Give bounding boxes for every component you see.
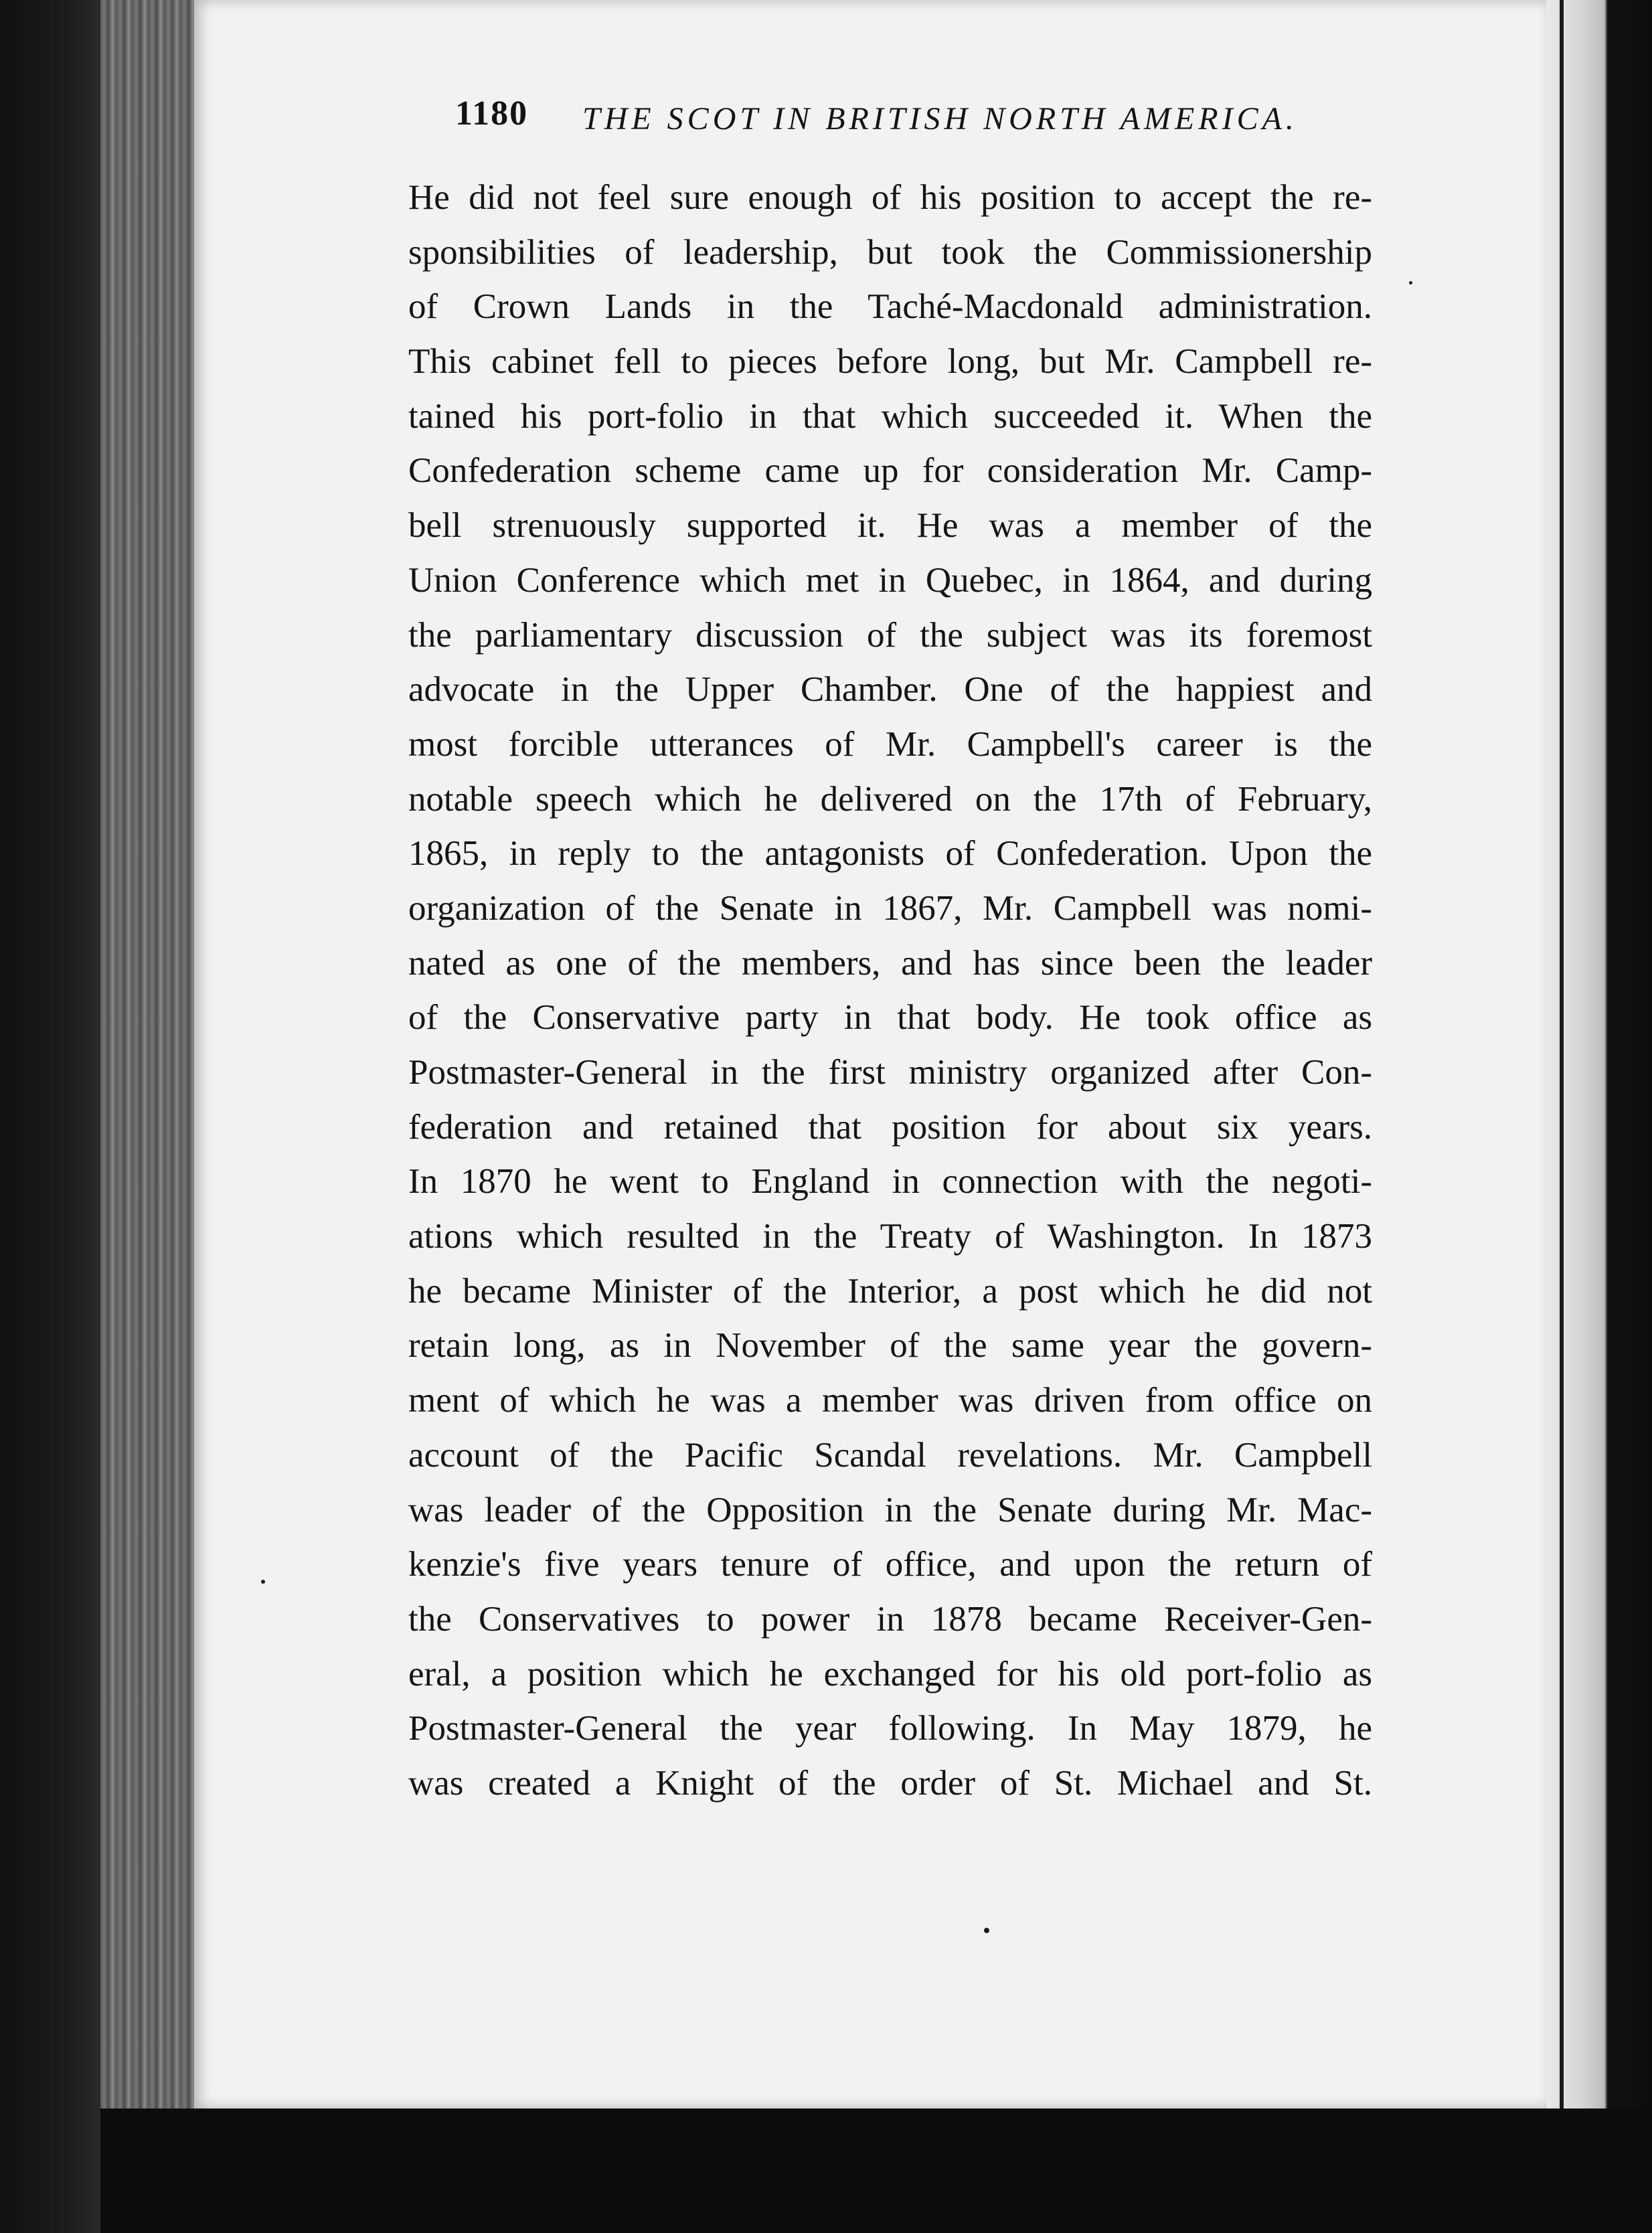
scan-speck: [984, 1928, 989, 1933]
text-line: he became Minister of the Interior, a post which he did not: [408, 1271, 1372, 1311]
text-line: ations which resulted in the Treaty of Washington. In 1873: [408, 1217, 1372, 1256]
text-line: organization of the Senate in 1867, Mr. Campbell was nomi-: [408, 888, 1372, 928]
text-line: most forcible utterances of Mr. Campbell's career is the: [408, 724, 1372, 764]
text-line: nated as one of the members, and has since been the leader: [408, 943, 1372, 983]
text-line: notable speech which he delivered on the 17th of February,: [408, 779, 1372, 819]
body-text: [408, 171, 1372, 1811]
text-line: In 1870 he went to England in connection with the negoti-: [408, 1162, 1372, 1202]
text-line: Postmaster-General in the first ministry organized after Con-: [408, 1053, 1372, 1092]
page-number: 1180: [455, 94, 529, 133]
text-line: tained his port-folio in that which succeeded it. When the: [408, 396, 1372, 436]
text-line: of Crown Lands in the Taché-Macdonald administration.: [408, 287, 1372, 327]
text-line: sponsibilities of leadership, but took the Commissionership: [408, 232, 1372, 272]
text-line: was leader of the Opposition in the Senate during Mr. Mac-: [408, 1490, 1372, 1529]
text-line: kenzie's five years tenure of office, and upon the return of: [408, 1545, 1372, 1584]
text-line: account of the Pacific Scandal revelations. Mr. Campbell: [408, 1435, 1372, 1475]
scan-background-right: [1546, 0, 1652, 2233]
text-line: retain long, as in November of the same year the govern-: [408, 1326, 1372, 1366]
text-line: the parliamentary discussion of the subject was its foremost: [408, 615, 1372, 655]
text-line: was created a Knight of the order of St. Michael and St.: [408, 1763, 1372, 1803]
page-header: [455, 94, 1499, 167]
text-line: This cabinet fell to pieces before long, but Mr. Campbell re-: [408, 342, 1372, 382]
text-line: Confederation scheme came up for consideration Mr. Camp-: [408, 451, 1372, 491]
text-line: ment of which he was a member was driven from office on: [408, 1381, 1372, 1420]
book-page-edges: [100, 0, 194, 2233]
text-line: Postmaster-General the year following. In May 1879, he: [408, 1709, 1372, 1748]
text-line: eral, a position which he exchanged for his old port-folio as: [408, 1654, 1372, 1693]
text-line: Union Conference which met in Quebec, in 1864, and during: [408, 560, 1372, 600]
text-line: federation and retained that position for about six years.: [408, 1107, 1372, 1147]
text-line: of the Conservative party in that body. He took office as: [408, 998, 1372, 1038]
text-line: He did not feel sure enough of his position to accept the re-: [408, 178, 1372, 217]
running-title: THE SCOT IN BRITISH NORTH AMERICA.: [582, 101, 1298, 137]
text-line: 1865, in reply to the antagonists of Confederation. Upon the: [408, 834, 1372, 874]
scan-speck: [261, 1580, 265, 1584]
scan-speck: [1409, 281, 1412, 284]
text-line: advocate in the Upper Chamber. One of the happiest and: [408, 670, 1372, 710]
scan-background-left: [0, 0, 100, 2233]
text-line: the Conservatives to power in 1878 became Receiver-Gen-: [408, 1599, 1372, 1639]
text-line: bell strenuously supported it. He was a member of the: [408, 506, 1372, 546]
page-edge-line: [1560, 0, 1564, 2108]
scan-background-bottom: [100, 2108, 1652, 2233]
